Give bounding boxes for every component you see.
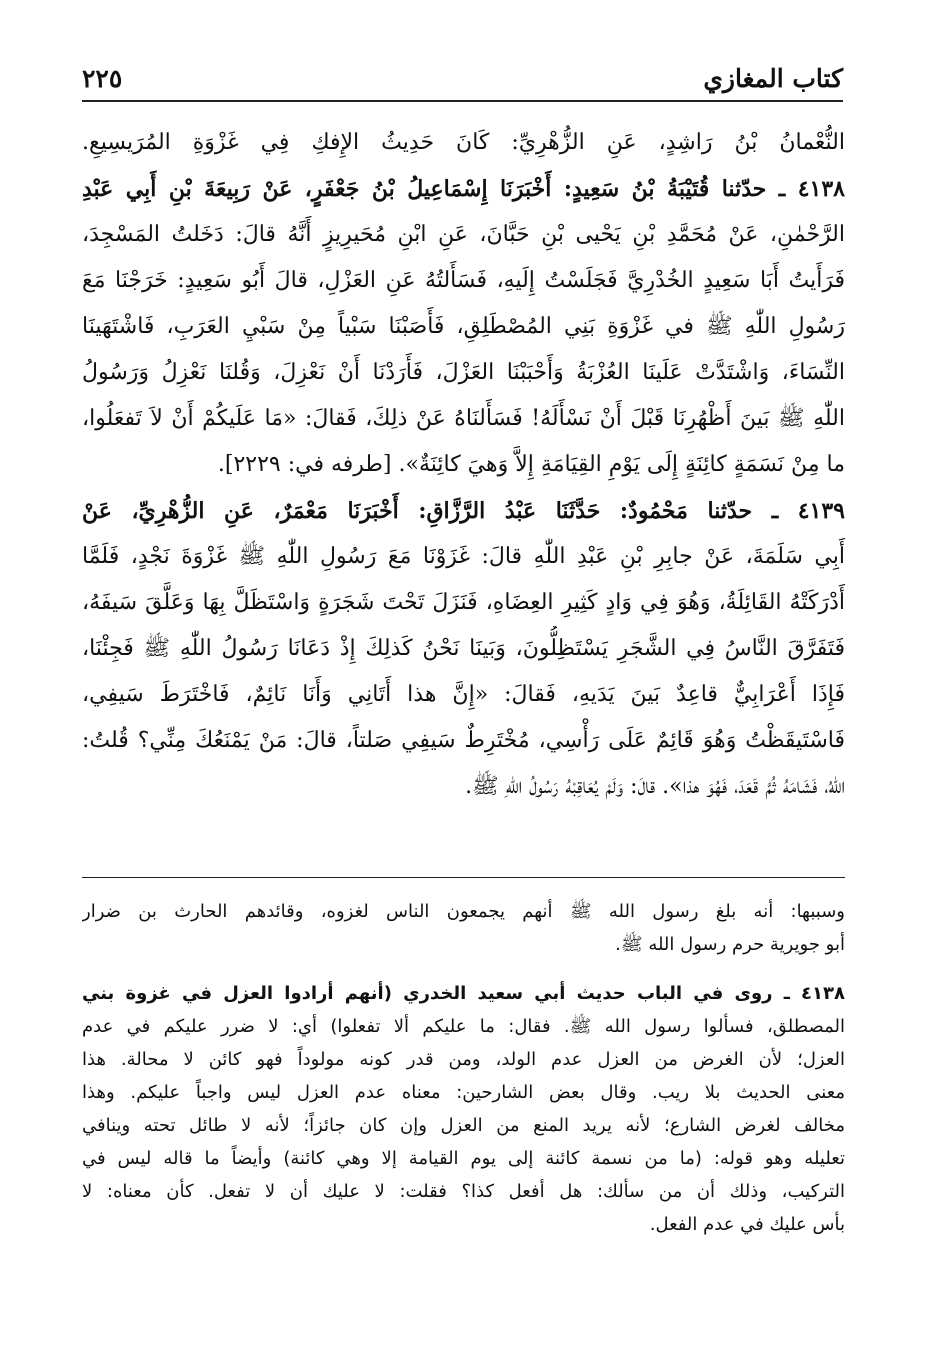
book-title: كتاب المغازي	[703, 64, 843, 93]
note-line: وسببها: أنه بلغ رسول الله ﷺ أنهم يجمعون الناس لغزوه، وقائدهم الحارث بن ضرار	[82, 901, 845, 922]
note-line: التركيب، وذلك أن من سألك: هل أفعل كذا؟ فقلت: لا عليك أن لا تفعل. كأن معناه: لا	[82, 1181, 845, 1202]
note-line: المصطلق، فسألوا رسول الله ﷺ. فقال: ما عليكم ألا تفعلوا) أي: لا ضرر عليكم في عدم	[82, 1016, 845, 1037]
note-line: مخالف لغرض الشارع؛ لأنه يريد المنع من العزل وإن كان جائزاً؛ لأنه لا طائل تحته وينافي	[82, 1115, 845, 1136]
text-line-with-reference: ما مِنْ نَسَمَةٍ كائِنَةٍ إِلَى يَوْمِ القِيَامَةِ إِلاَّ وَهيَ كائِنَةٌ». [طرفه في: ٢٢٢٩].	[217, 452, 845, 477]
note-line: معنى الحديث بلا ريب. وقال بعض الشارحين: معناه عدم العزل ليس واجباً عليكم. وهذا	[82, 1082, 845, 1103]
text-line: أَبِي سَلَمَةَ، عَنْ جابِرِ بْنِ عَبْدِ اللّٰهِ قالَ: غَزَوْنَا مَعَ رَسُولِ اللّٰهِ ﷺ غَزْوَةَ نَجْدٍ، فَلَمَّا	[82, 544, 845, 569]
text-line: فَرَأَيتُ أَبَا سَعِيدٍ الخُدْرِيَّ فَجَلَسْتُ إِلَيهِ، فَسَأَلتُهُ عَنِ العَزْلِ، قالَ أَبُو سَعِيدٍ: خَرَجْنَا مَعَ	[82, 268, 845, 293]
footnote-separator	[82, 877, 845, 878]
text-line: فَإِذَا أَعْرَابِيٌّ قاعِدٌ بَينَ يَدَيهِ، فَقالَ: «إِنَّ هذا أَتَانِي وَأَنَا نَائِمٌ، فَاخْتَرَطَ سَيفِي،	[82, 682, 845, 707]
text-line: أَدْرَكَتْهُ القَائِلَةُ، وَهُوَ فِي وَادٍ كَثِيرِ العِضَاهِ، فَنَزَلَ تَحْتَ شَجَرَةٍ وَاسْتَظَلَّ بِهَا وَعَلَّقَ سَيفَهُ،	[82, 590, 845, 615]
text-line: النِّسَاءَ، وَاشْتَدَّتْ عَلَينَا العُزْبَةُ وَأَحْبَبْنَا العَزْلَ، فَأَرَدْنَا أَنْ نَعْزِلَ، وَقُلنَا نَعْزِلُ وَرَسُولُ	[82, 360, 845, 385]
hadith-4138-start: ٤١٣٨ ـ حدّثنا قُتَيْبَةُ بْنُ سَعِيدٍ: أَخْبَرَنَا إِسْمَاعِيلُ بْنُ جَعْفَرٍ، عَنْ رَبِيعَةَ بْنِ أَبِي عَبْدِ	[82, 176, 845, 202]
page-number: ٢٢٥	[82, 64, 123, 93]
text-line: النُّعْمانُ بْنُ رَاشِدٍ، عَنِ الزُّهْرِيِّ: كَانَ حَدِيثُ الإِفكِ فِي غَزْوَةِ المُرَيسِيعِ.	[82, 130, 845, 155]
note-line: بأس عليك في عدم الفعل.	[649, 1214, 845, 1235]
text-line: الرَّحْمٰنِ، عَنْ مُحَمَّدِ بْنِ يَحْيى بْنِ حَبَّانَ، عَنِ ابْنِ مُحَيرِيزٍ أَنَّهُ قالَ: دَخَلتُ المَسْجِدَ،	[82, 222, 845, 247]
note-line: أبو جويرية حرم رسول الله ﷺ.	[615, 934, 845, 955]
note-line: العزل؛ لأن الغرض من العزل عدم الولد، ومن قدر كونه مولوداً فهو كائن لا محالة. هذا	[82, 1049, 845, 1070]
hadith-4139-start: ٤١٣٩ ـ حدّثنا مَحْمُودٌ: حَدَّثَنَا عَبْدُ الرَّزَّاقِ: أَخْبَرَنَا مَعْمَرٌ، عَنِ الزُّهْرِيِّ، عَنْ	[82, 498, 845, 524]
text-line: اللّٰهُ، فَشَامَهُ ثُمَّ قَعَدَ، فَهُوَ هذا». قالَ: وَلَمْ يُعَاقِبْهُ رَسُولُ اللّٰهِ ﷺ.	[465, 774, 845, 799]
commentary	[82, 895, 845, 1241]
note-4138-start: ٤١٣٨ ـ روى في الباب حديث أبي سعيد الخدري (أنهم أرادوا العزل في غزوة بني	[82, 983, 845, 1004]
text-line: اللّٰهِ ﷺ بَينَ أَظْهُرِنَا قَبْلَ أَنْ نَسْأَلَهُ! فَسَأَلنَاهُ عَنْ ذلِكَ، فَقالَ: «مَا عَلَيكُمْ أَنْ لاَ تَفعَلُوا،	[82, 406, 845, 431]
page-header	[82, 60, 843, 102]
text-line: رَسُولِ اللّٰهِ ﷺ في غَزْوَةِ بَنِي المُصْطَلِقِ، فَأَصَبْنَا سَبْياً مِنْ سَبْيِ العَرَبِ، فَاشْتَهَينَا	[82, 314, 845, 339]
text-line: فَتَفَرَّقَ النَّاسُ فِي الشَّجَرِ يَسْتَظِلُّونَ، وَبَينَا نَحْنُ كَذلِكَ إِذْ دَعَانَا رَسُولُ اللّٰهِ ﷺ فَجِئْنَا،	[82, 636, 845, 661]
text-line: فَاسْتَيقَظْتُ وَهُوَ قَائِمٌ عَلَى رَأْسِي، مُخْتَرِطٌ سَيفِي صَلتاً، قالَ: مَنْ يَمْنَعُكَ مِنِّي؟ قُلتُ:	[82, 728, 845, 753]
note-line: تعليله وهو قوله: (ما من نسمة كائنة إلى يوم القيامة إلا وهي كائنة) وأيضاً ما قاله ليس في	[82, 1148, 845, 1169]
hadith-text	[82, 120, 845, 810]
